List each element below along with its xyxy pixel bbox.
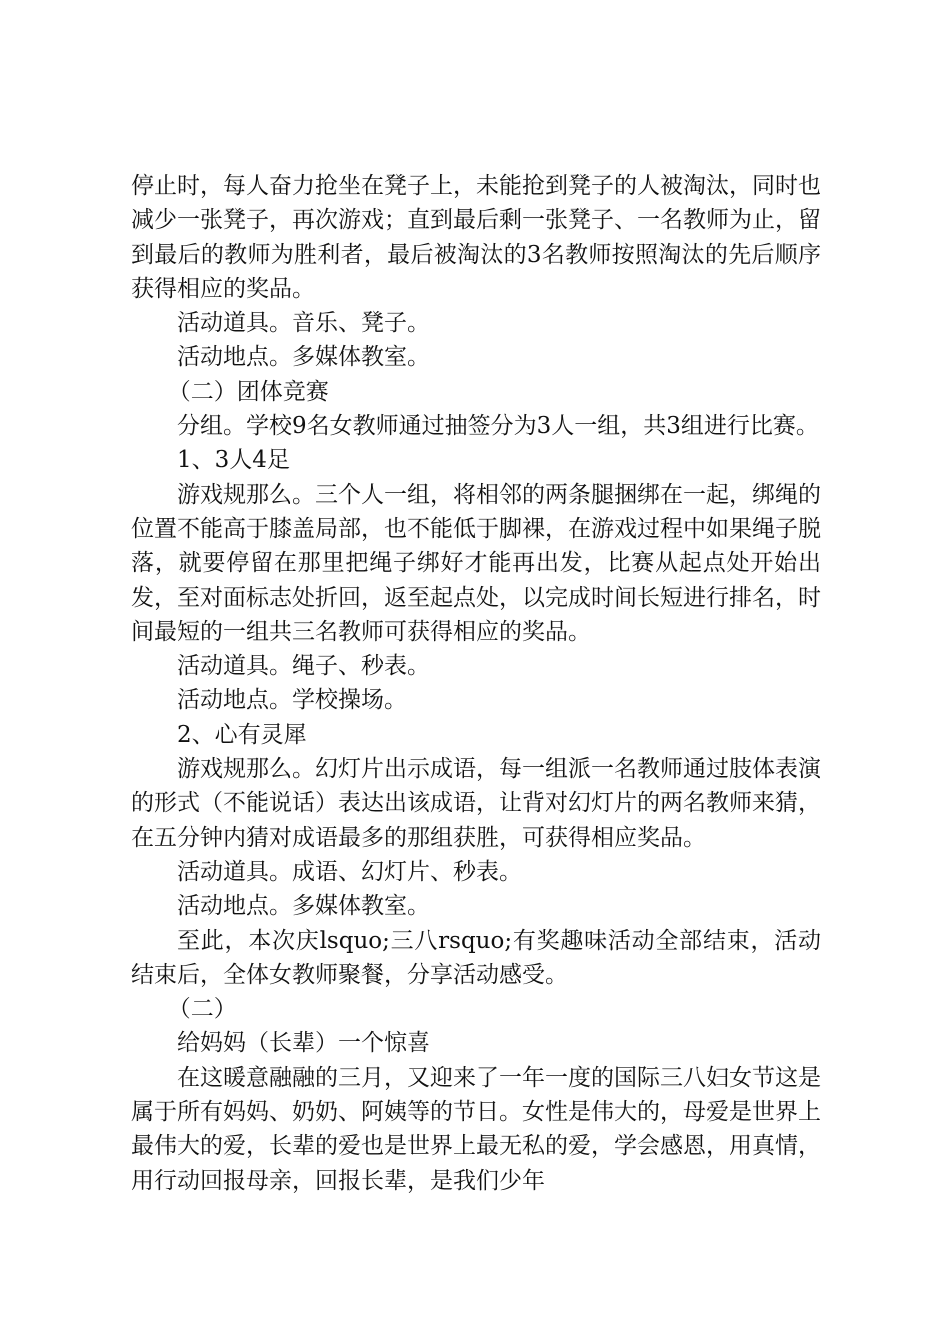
paragraph-location-3: 活动地点。多媒体教室。 [177,893,430,920]
paragraph-props-1: 活动道具。音乐、凳子。 [177,310,430,337]
paragraph-location-2: 活动地点。学校操场。 [177,687,407,714]
section-heading-two: （二） [167,996,237,1023]
paragraph-conclusion: 至此，本次庆lsquo;三八rsquo;有奖趣味活动全部结束，活动结束后，全体女教师聚餐，分享活动感受。 [131,927,821,988]
paragraph-location-1: 活动地点。多媒体教室。 [177,344,430,371]
paragraph-props-3: 活动道具。成语、幻灯片、秒表。 [177,858,522,885]
paragraph-grouping: 分组。学校9名女教师通过抽签分为3人一组，共3组进行比赛。 [177,413,819,440]
paragraph-intro-march: 在这暖意融融的三月，又迎来了一年一度的国际三八妇女节这是属于所有妈妈、奶奶、阿姨等的节日。女性是伟大的，母爱是世界上最伟大的爱，长辈的爱也是世界上最无私的爱，学会感恩，用真情，用行动回报母亲，回报长辈，是我们少年 [131,1064,821,1194]
document-page [131,169,821,1198]
subheading-telepathy: 2、心有灵犀 [177,721,307,748]
paragraph-rules-3: 游戏规那么。幻灯片出示成语，每一组派一名教师通过肢体表演的形式（不能说话）表达出该成语，让背对幻灯片的两名教师来猜，在五分钟内猜对成语最多的那组获胜，可获得相应奖品。 [131,756,821,851]
section-heading-team-competition: （二）团体竞赛 [167,378,329,405]
section-title-surprise: 给妈妈（长辈）一个惊喜 [177,1030,430,1057]
paragraph-rules-2: 游戏规那么。三个人一组，将相邻的两条腿捆绑在一起，绑绳的位置不能高于膝盖局部，也不能低于脚裸，在游戏过程中如果绳子脱落，就要停留在那里把绳子绑好才能再出发，比赛从起点处开始出发，至对面标志处折回，返至起点处，以完成时间长短进行排名，时间最短的一组共三名教师可获得相应的奖品。 [131,481,821,645]
paragraph-rules-continued: 停止时，每人奋力抢坐在凳子上，未能抢到凳子的人被淘汰，同时也减少一张凳子，再次游戏；直到最后剩一张凳子、一名教师为止，留到最后的教师为胜利者，最后被淘汰的3名教师按照淘汰的先后顺序获得相应的奖品。 [131,173,821,302]
subheading-three-legged: 1、3人4足 [177,447,290,474]
paragraph-props-2: 活动道具。绳子、秒表。 [177,653,430,680]
